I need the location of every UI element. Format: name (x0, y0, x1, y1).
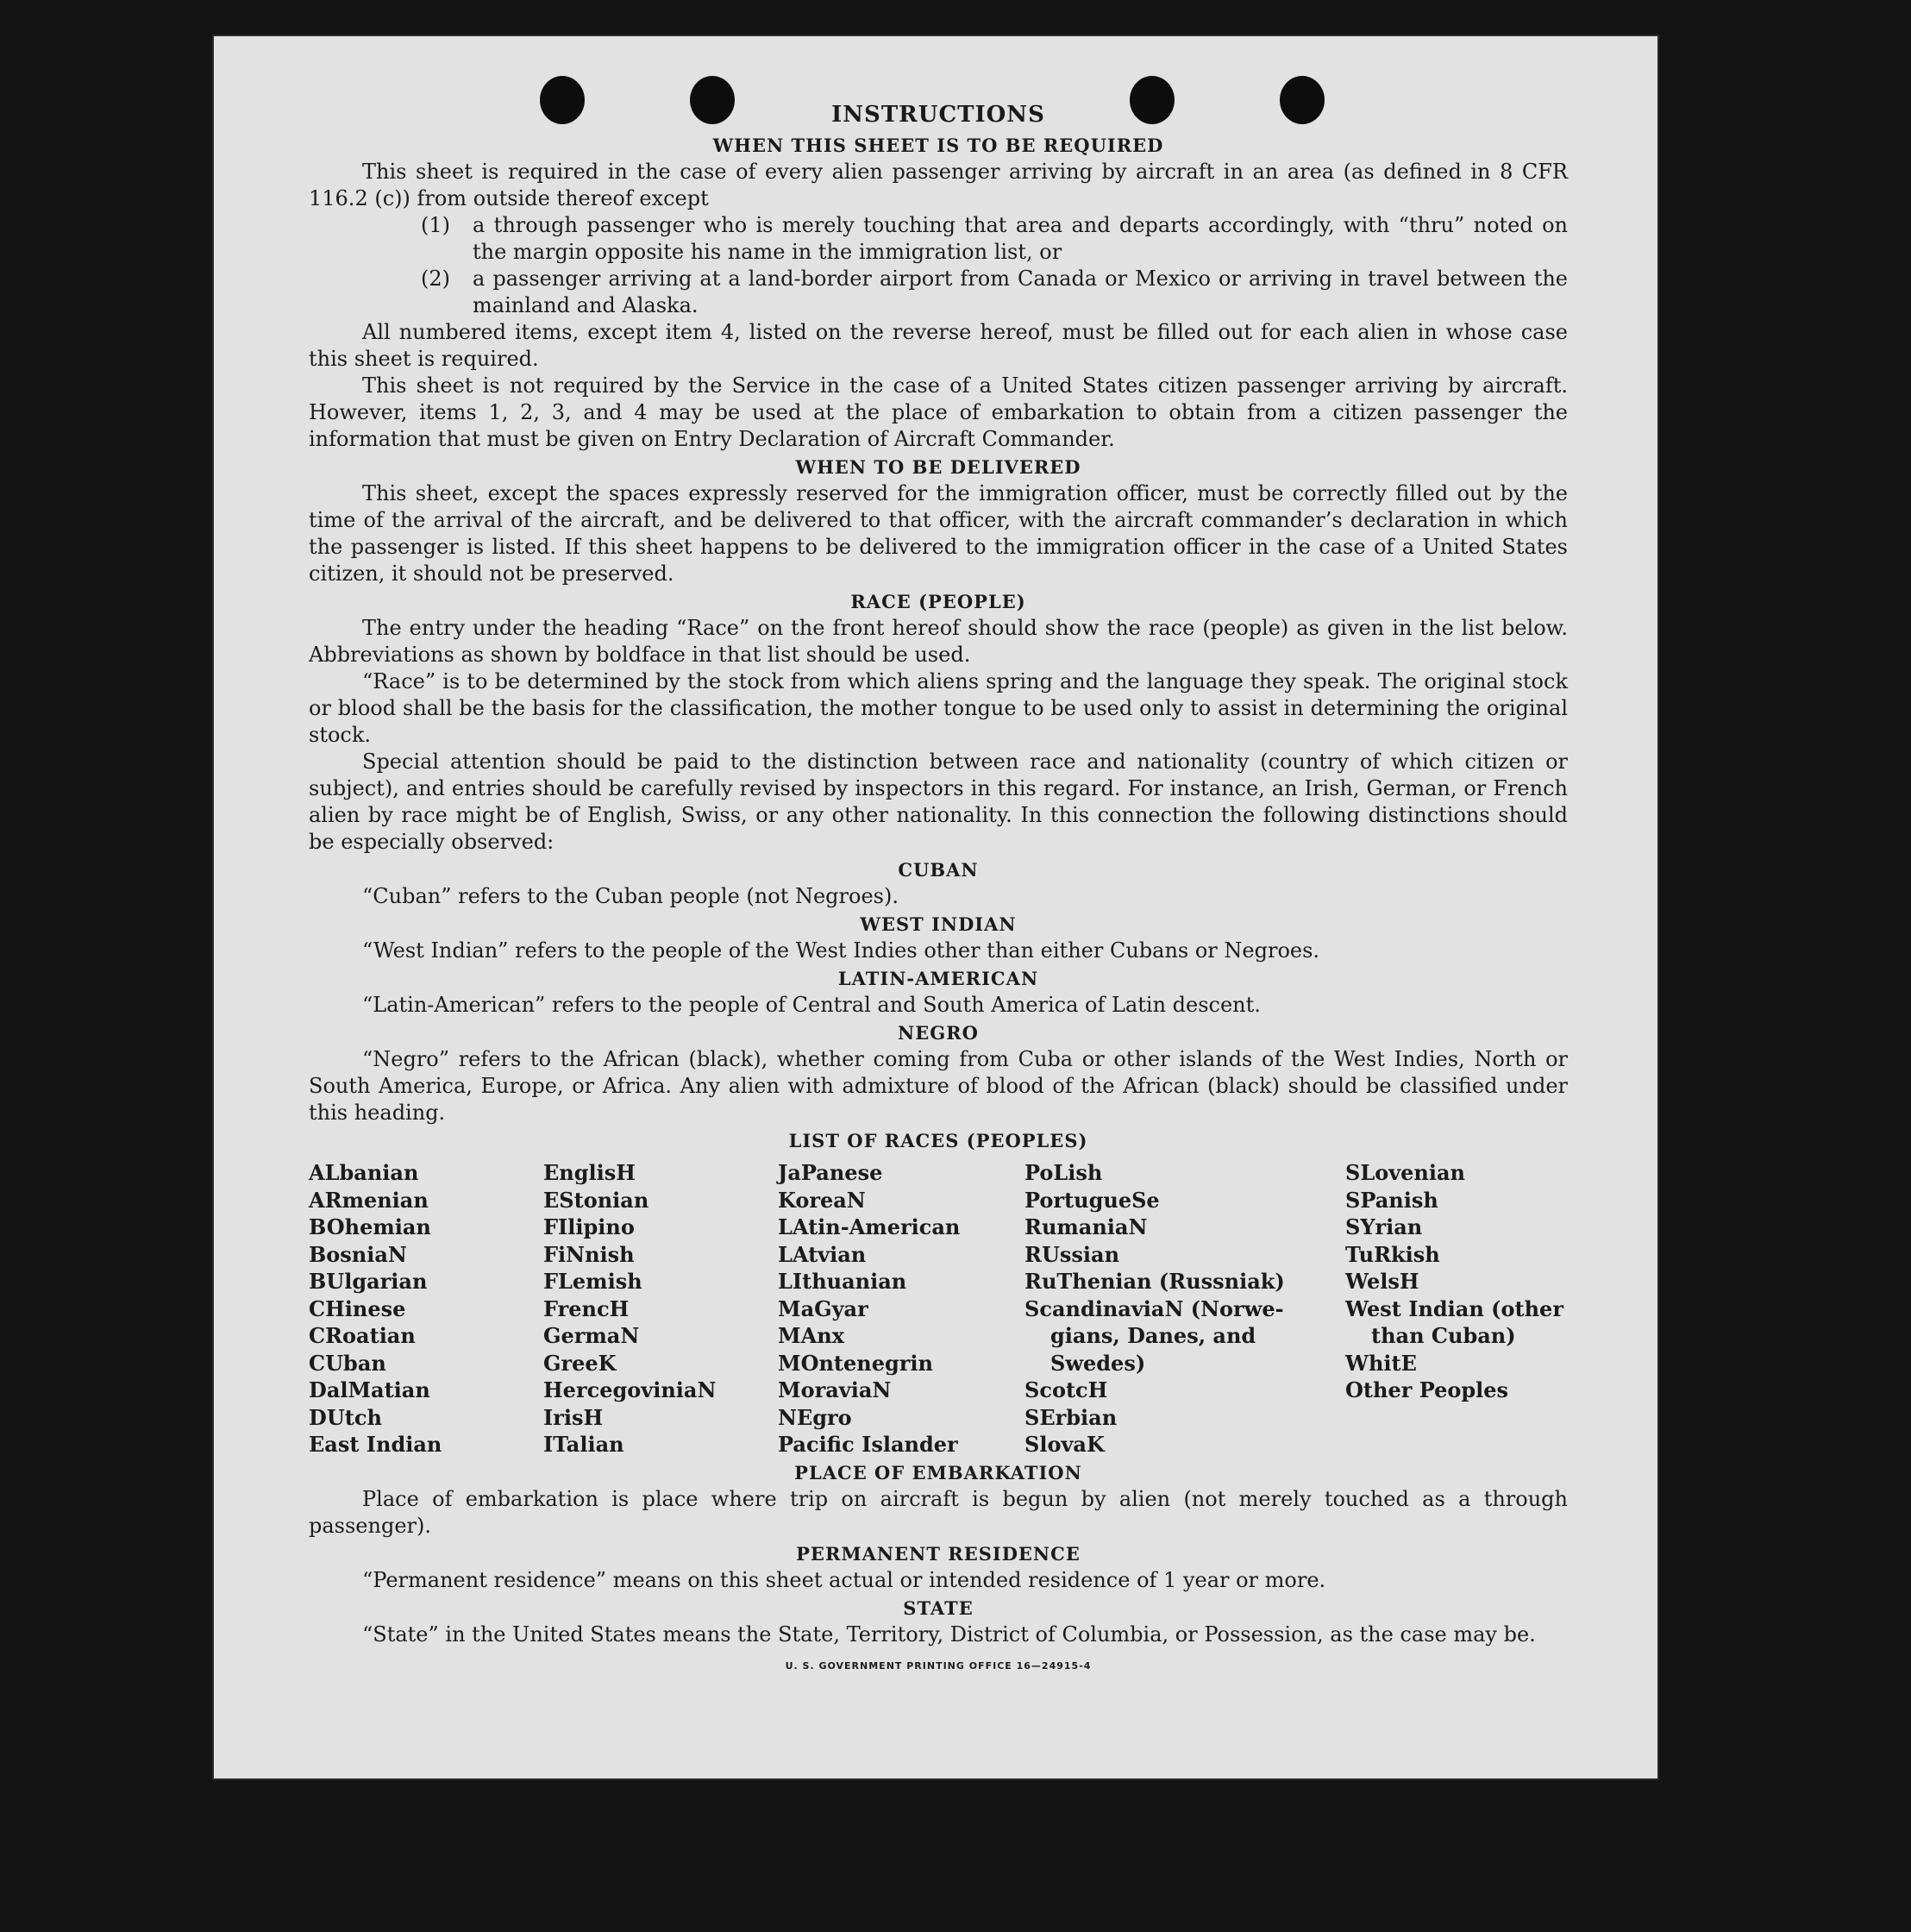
paragraph: “Latin-American” refers to the people of Central and South America of Latin descent. (362, 993, 1261, 1017)
race-entry: ScandinaviaN (Norwe- (1024, 1295, 1284, 1321)
race-entry: FrencH (543, 1295, 630, 1321)
race-entry: GreeK (543, 1350, 617, 1376)
race-entry: West Indian (other (1345, 1295, 1563, 1321)
item-text: a through passenger who is merely touching that area and departs accordingly, with “thru” noted on the margin opposite his name in the immigration list, or (473, 213, 1568, 264)
race-entry: SErbian (1024, 1404, 1118, 1430)
section-heading: STATE (903, 1596, 974, 1619)
printing-office-imprint: U. S. GOVERNMENT PRINTING OFFICE 16—24915-4 (785, 1659, 1092, 1672)
paragraph: The entry under the heading “Race” on the front hereof should show the race (people) as given in the list below. Abbreviations as shown by boldface in that list should be used. (309, 616, 1568, 667)
race-entry: SlovaK (1024, 1432, 1105, 1457)
paragraph: “West Indian” refers to the people of the West Indies other than either Cubans or Negroes. (362, 938, 1320, 963)
page-title: INSTRUCTIONS (831, 102, 1045, 128)
race-entry: SYrian (1345, 1214, 1423, 1239)
race-list (309, 1159, 1568, 1458)
section-heading: LATIN-AMERICAN (837, 968, 1039, 989)
race-entry: LAtin-American (778, 1214, 961, 1239)
paragraph: This sheet, except the spaces expressly reserved for the immigration officer, must be correctly filled out by the time of the arrival of the aircraft, and be delivered to that officer, with the aircraft commander’s declaration in which the passenger is listed. If this sheet happens to be delivered to the immigration officer in the case of a United States citizen, it should not be preserved. (309, 481, 1568, 586)
race-entry: EnglisH (543, 1160, 636, 1185)
section-heading: WHEN TO BE DELIVERED (795, 456, 1081, 478)
race-column (778, 1159, 1024, 1458)
race-entry: Pacific Islander (778, 1432, 958, 1457)
paragraph: Special attention should be paid to the distinction between race and nationality (country of which citizen or subject), and entries should be carefully revised by inspectors in this regard. For instance, an Irish, German, or French alien by race might be of English, Swiss, or any other nationality. In this connection the following distinctions should be especially observed: (309, 750, 1568, 854)
race-entry: GermaN (543, 1323, 640, 1348)
race-entry: LAtvian (778, 1241, 867, 1267)
race-entry: SLovenian (1345, 1160, 1465, 1185)
race-entry: gians, Danes, and (1050, 1323, 1256, 1348)
race-entry: CHinese (309, 1295, 406, 1321)
paragraph: “State” in the United States means the State, Territory, District of Columbia, or Possession, as the case may be. (362, 1622, 1536, 1647)
list-item (421, 266, 1568, 319)
race-entry: than Cuban) (1371, 1323, 1516, 1348)
section-heading: RACE (PEOPLE) (850, 591, 1026, 612)
race-entry: BUlgarian (309, 1269, 428, 1294)
paragraph: This sheet is required in the case of every alien passenger arriving by aircraft in an area (as defined in 8 CFR 116.2 (c)) from outside thereof except (309, 160, 1568, 210)
section-heading: PLACE OF EMBARKATION (794, 1461, 1082, 1484)
race-entry: ITalian (543, 1432, 624, 1457)
section-heading: WEST INDIAN (860, 913, 1017, 935)
race-entry: SPanish (1345, 1187, 1438, 1213)
paragraph: “Permanent residence” means on this sheet actual or intended residence of 1 year or more. (362, 1567, 1326, 1592)
paragraph: Place of embarkation is place where trip on aircraft is begun by alien (not merely touched as a through passenger). (309, 1486, 1568, 1538)
race-entry: CRoatian (309, 1323, 416, 1348)
race-entry: RuThenian (Russniak) (1024, 1269, 1285, 1294)
instructions-body (309, 100, 1568, 1672)
section-heading: PERMANENT RESIDENCE (796, 1542, 1081, 1565)
document-sheet (214, 36, 1657, 1778)
race-entry: HercegoviniaN (543, 1377, 717, 1402)
race-entry: PortugueSe (1024, 1187, 1160, 1213)
race-entry: MoraviaN (778, 1377, 892, 1402)
paragraph: “Negro” refers to the African (black), whether coming from Cuba or other islands of the West Indies, North or South America, Europe, or Africa. Any alien with admixture of blood of the African (black) should be classified under this heading. (309, 1047, 1568, 1125)
race-entry: NEgro (778, 1404, 852, 1430)
race-entry: EStonian (543, 1187, 649, 1213)
section-heading: LIST OF RACES (PEOPLES) (788, 1130, 1088, 1151)
race-entry: CUban (309, 1350, 386, 1376)
race-column (309, 1159, 543, 1458)
paragraph: “Race” is to be determined by the stock from which aliens spring and the language they speak. The original stock or blood shall be the basis for the classification, the mother tongue to be used only to assist in determining the original stock. (309, 669, 1568, 747)
race-entry: IrisH (543, 1404, 604, 1430)
race-entry: FLemish (543, 1269, 642, 1294)
race-entry: FiNnish (543, 1241, 635, 1267)
race-entry: PoLish (1024, 1160, 1103, 1185)
race-entry: LIthuanian (778, 1269, 907, 1294)
paragraph: This sheet is not required by the Service in the case of a United States citizen passenger arriving by aircraft. However, items 1, 2, 3, and 4 may be used at the place of embarkation to obtain from a citizen passenger the information that must be given on Entry Declaration of Aircraft Commander. (309, 373, 1568, 451)
race-entry: BosniaN (309, 1241, 407, 1267)
race-entry: BOhemian (309, 1214, 431, 1239)
item-number: (1) (421, 213, 450, 237)
race-column (1345, 1159, 1568, 1458)
race-entry: MAnx (778, 1323, 844, 1348)
race-entry: MOntenegrin (778, 1350, 933, 1376)
race-entry: TuRkish (1345, 1241, 1440, 1267)
section-heading: CUBAN (898, 859, 979, 881)
item-number: (2) (421, 267, 450, 291)
race-entry: DUtch (309, 1404, 382, 1430)
race-column (1024, 1159, 1345, 1458)
race-column (543, 1159, 778, 1458)
race-entry: KoreaN (778, 1187, 866, 1213)
race-entry: Other Peoples (1345, 1377, 1509, 1402)
race-entry: East Indian (309, 1432, 442, 1457)
section-heading: NEGRO (898, 1022, 979, 1044)
race-entry: WelsH (1345, 1269, 1419, 1294)
section-heading: WHEN THIS SHEET IS TO BE REQUIRED (712, 135, 1164, 156)
race-entry: WhitE (1345, 1350, 1417, 1376)
race-entry: DalMatian (309, 1377, 430, 1402)
race-entry: ARmenian (309, 1187, 429, 1213)
race-entry: JaPanese (778, 1160, 883, 1185)
paragraph: “Cuban” refers to the Cuban people (not Negroes). (362, 884, 899, 908)
item-text: a passenger arriving at a land-border airport from Canada or Mexico or arriving in travel between the mainland and Alaska. (473, 267, 1568, 317)
list-item (421, 212, 1568, 266)
race-entry: MaGyar (778, 1295, 868, 1321)
paragraph: All numbered items, except item 4, listed on the reverse hereof, must be filled out for each alien in whose case this sheet is required. (309, 320, 1568, 371)
race-entry: ALbanian (309, 1160, 419, 1185)
race-entry: ScotcH (1024, 1377, 1108, 1402)
race-entry: RUssian (1024, 1241, 1120, 1267)
race-entry: Swedes) (1050, 1350, 1146, 1376)
race-entry: RumaniaN (1024, 1214, 1148, 1239)
race-entry: FIlipino (543, 1214, 635, 1239)
